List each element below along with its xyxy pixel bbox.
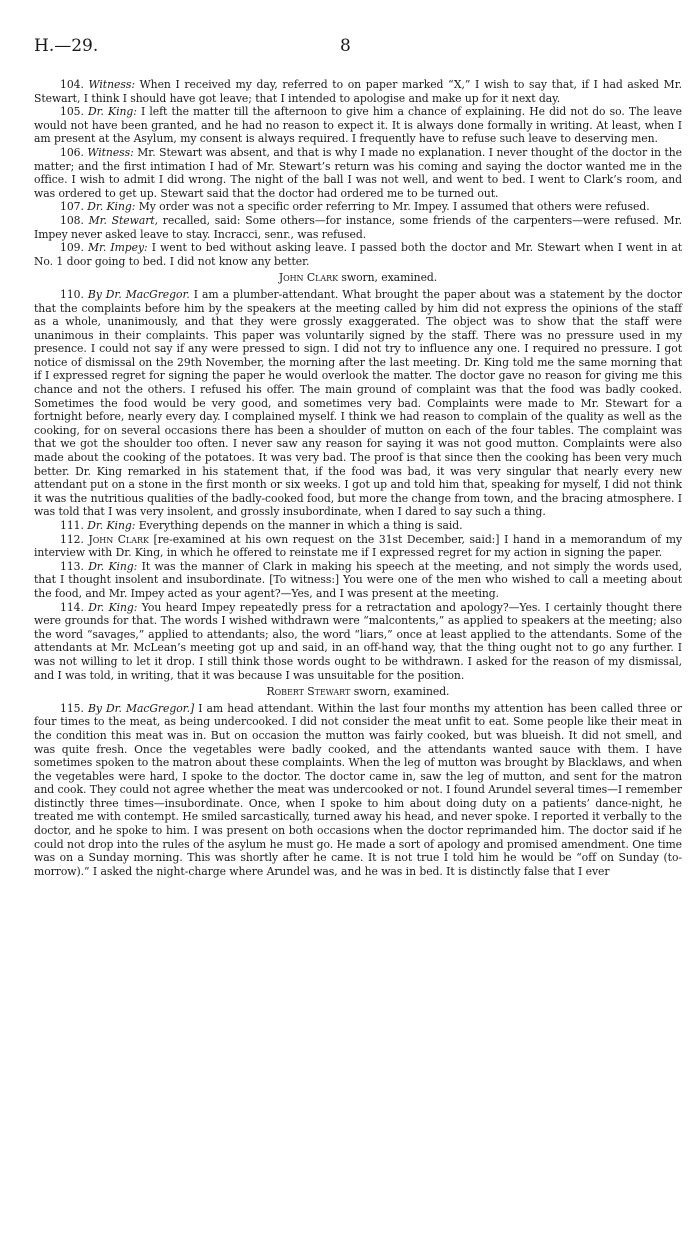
speaker: Mr. Impey: xyxy=(87,241,148,255)
speaker: Witness: xyxy=(87,145,134,159)
paragraph-number: 110. xyxy=(60,287,84,301)
testimony-paragraph xyxy=(34,288,682,519)
testimony-text: You heard Impey repeatedly press for a retractation and apology?—Yes. I certainly thought there were grounds for that. The words I wished withdrawn were “malcontents,” as applied to speakers at the meeting; also the word “savages,” applied to attendants; also, the word “liars,” once at least applied to the attendants. Some of the attendants at Mr. McLean’s meeting got up and said, in an off-hand way, that the thing ought not to go any further. I was not willing to let it drop. I still think those words ought to be withdrawn. I asked for the reason of my dismissal, and I was told, in writing, that it was because I was unsuitable for the position. xyxy=(34,600,682,682)
testimony-paragraph xyxy=(34,519,682,533)
testimony-text: Everything depends on the manner in which a thing is said. xyxy=(138,519,463,532)
witness-heading xyxy=(34,271,682,285)
testimony-text: recalled, said: Some others—for instance, some friends of the carpenters—were refused. Mr. Impey never asked leave to stay. Incracci, senr., was refused. xyxy=(34,213,682,241)
speaker: Dr. King: xyxy=(87,200,136,214)
speaker: Dr. King: xyxy=(88,600,138,614)
page-number: 8 xyxy=(340,36,351,56)
witness-name: John Clark xyxy=(278,271,338,285)
paragraph-number: 109. xyxy=(60,241,84,255)
witness-heading xyxy=(34,685,682,699)
testimony-text: [re-examined at his own request on the 31st December, said:] I hand in a memorandum of my interview with Dr. King, in which he offered to reinstate me if I expressed regret for my action in signing the paper. xyxy=(34,532,682,560)
speaker: Dr. King: xyxy=(88,105,137,119)
speaker: John Clark xyxy=(88,532,149,546)
testimony-paragraph xyxy=(34,200,682,214)
testimony-paragraph xyxy=(34,146,682,200)
testimony-text: I went to bed without asking leave. I passed both the doctor and Mr. Stewart when I went in at No. 1 door going to bed. I did not know any better. xyxy=(34,241,683,268)
testimony-paragraph xyxy=(34,241,682,268)
testimony-text: It was the manner of Clark in making his speech at the meeting, and not simply the words used, that I thought insolent and insubordinate. [To witness:] You were one of the men who wished to call a meeting about the food, and Mr. Impey acted as your agent?—Yes, and I was present at the meeting. xyxy=(34,559,682,600)
speaker: By Dr. MacGregor. xyxy=(87,287,190,301)
testimony-text: Mr. Stewart was absent, and that is why I made no explanation. I never thought of the doctor in the matter; and the first intimation I had of Mr. Stewart’s return was his coming and saying the doctor wanted me in the office. I wish to admit I did wrong. The night of the ball I was not well, and went to bed. I went to Clark’s room, and was ordered to get up. Stewart said that the doctor had ordered me to be turned out. xyxy=(34,145,682,200)
testimony-text: I am a plumber-attendant. What brought the paper about was a statement by the doctor that the complaints before him by the speakers at the meeting called by him did not express the opinions of the staff as a whole, unanimously, and that they were grossly exaggerated. The object was to show that the staff were unanimous in their complaints. This paper was voluntarily signed by the staff. There was no pressure used in my presence. I could not say if any were pressed to sign. I did not try to influence any one. I required no pressure. I got notice of dismissal on the 29th November, the morning after the last meeting. Dr. King told me the same morning that if I expressed regret for signing the paper he would overlook the matter. The doctor gave no reason for giving me this chance and not the others. I refused his offer. The main ground of complaint was that the food was badly cooked. Sometimes the food would be very good, and sometimes very bad. Complaints were made to Mr. Stewart for a fortnight before, nearly every day. I complained myself. I think we had reason to complain of the quality as well as the cooking, for on several occasions there has been a shoulder of mutton on each of the four tables. The complaint was that we got the shoulder too often. I never saw any reason for saying it was not good mutton. Complaints were also made about the cooking of the potatoes. It was very bad. The proof is that since then the cooking has been very much better. Dr. King remarked in his statement that, if the food was bad, it was very singular that nearly every new attendant put on a stone in the first month or six weeks. I got up and told him that, speaking for myself, I did not think it was the nutritious qualities of the badly-cooked food, but more the change from town, and the bracing atmosphere. I was told that I was very insolent, and grossly insubordinate, when I dared to say such a thing. xyxy=(34,287,682,519)
paragraph-number: 114. xyxy=(60,600,84,614)
testimony-paragraph xyxy=(34,533,682,560)
page-header xyxy=(34,36,682,62)
paragraph-number: 113. xyxy=(60,559,84,573)
paragraph-number: 104. xyxy=(60,78,84,91)
speaker: By Dr. MacGregor.] xyxy=(87,701,195,715)
testimony-text: When I received my day, referred to on paper marked “X,” I wish to say that, if I had asked Mr. Stewart, I think I should have got leave; that I intended to apologise and make up for it next day. xyxy=(34,78,682,105)
testimony-paragraph xyxy=(34,560,682,601)
paragraph-number: 107. xyxy=(60,200,84,214)
testimony-paragraph xyxy=(34,214,682,241)
paragraph-number: 105. xyxy=(60,105,84,119)
witness-oath: sworn, examined. xyxy=(353,685,450,699)
document-body xyxy=(34,78,682,878)
paragraph-number: 111. xyxy=(60,519,84,532)
testimony-paragraph xyxy=(34,702,682,879)
document-reference: H.—29. xyxy=(34,36,99,56)
speaker: Mr. Stewart, xyxy=(88,213,159,227)
testimony-paragraph xyxy=(34,78,682,105)
paragraph-number: 112. xyxy=(60,532,84,546)
paragraph-number: 106. xyxy=(60,145,84,159)
testimony-text: I left the matter till the afternoon to give him a chance of explaining. He did not do so. The leave would not have been granted, and he had no reason to expect it. It is always done formally in writing. At least, when I am present at the Asylum, my consent is always required. I frequently have to refuse such leave to deserving men. xyxy=(34,105,682,146)
speaker: Dr. King: xyxy=(88,559,138,573)
testimony-paragraph xyxy=(34,601,682,683)
witness-oath: sworn, examined. xyxy=(341,271,438,285)
testimony-paragraph xyxy=(34,105,682,146)
speaker: Dr. King: xyxy=(87,519,136,532)
witness-name: Robert Stewart xyxy=(266,685,351,699)
paragraph-number: 115. xyxy=(60,701,84,715)
testimony-text: I am head attendant. Within the last four months my attention has been called three or four times to the meat, as being undercooked. I did not consider the meat unfit to eat. Some people like their meat in the condition this meat was in. But on occasion the mutton was fairly cooked, but was blueish. It did not smell, and was quite fresh. Once the vegetables were badly cooked, and the attendants wanted sauce with them. I have sometimes spoken to the matron about these complaints. When the leg of mutton was brought by Blacklaws, and when the vegetables were hard, I spoke to the doctor. The doctor came in, saw the leg of mutton, and sent for the matron and cook. They could not agree whether the meat was undercooked or not. I found Arundel several times—I remember distinctly three times—insubordinate. Once, when I spoke to him about doing duty on a patients’ dance-night, he treated me with contempt. He smiled sarcastically, turned away his head, and never spoke. I reported it verbally to the doctor, and he spoke to him. I was present on both occasions when the doctor reprimanded him. The doctor said if he could not drop into the rules of the asylum he must go. He made a sort of apology and promised amendment. One time was on a Sunday morning. This was shortly after he came. It is not true I told him he would be “off on Sunday (to-morrow).” I asked the night-charge where Arundel was, and he was in bed. It is distinctly false that I ever xyxy=(34,701,682,878)
paragraph-number: 108. xyxy=(60,213,84,227)
testimony-text: My order was not a specific order referring to Mr. Impey. I assumed that others were refused. xyxy=(138,200,650,214)
speaker: Witness: xyxy=(88,78,135,91)
